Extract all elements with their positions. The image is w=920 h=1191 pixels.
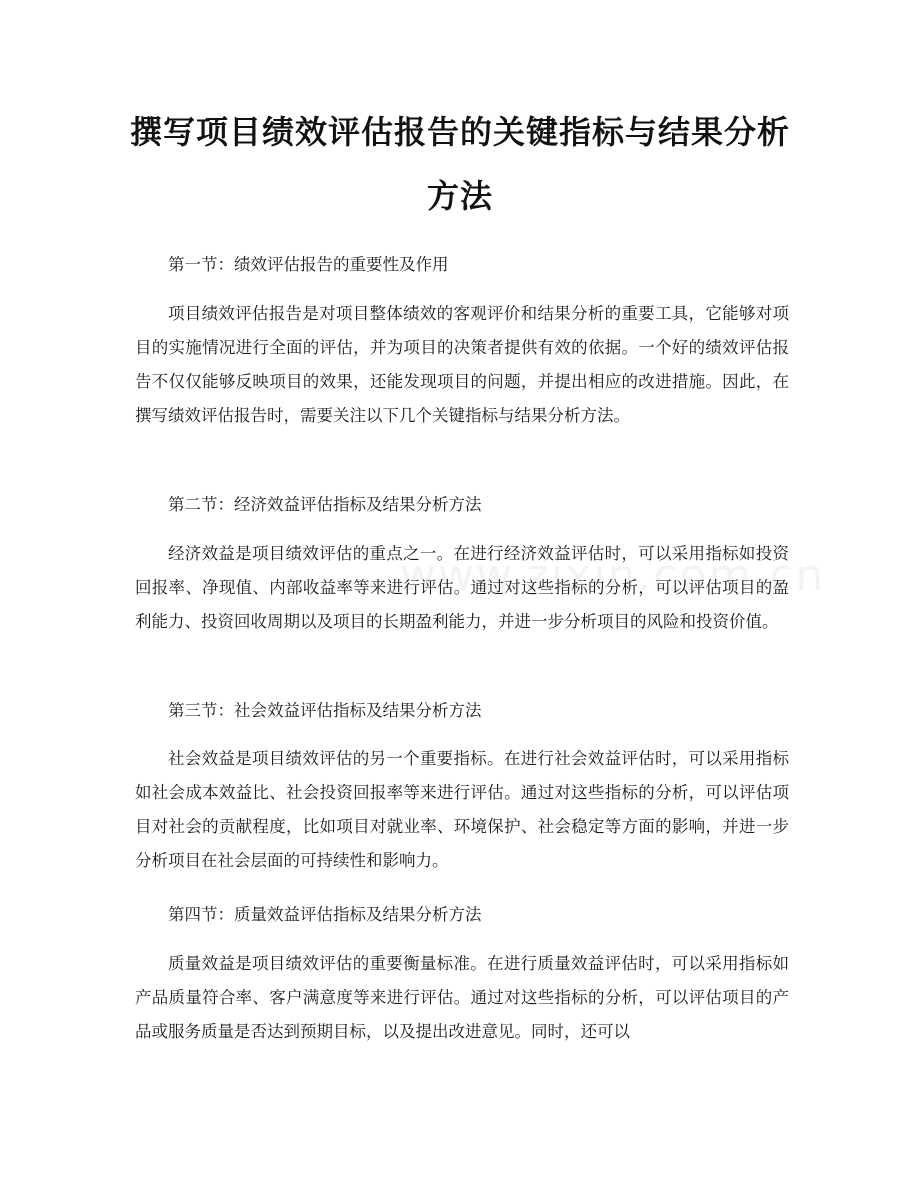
document-title: 撰写项目绩效评估报告的关键指标与结果分析方法 [129,113,790,215]
section-4-heading: 第四节：质量效益评估指标及结果分析方法 [168,905,482,924]
section-4-paragraph: 质量效益是项目绩效评估的重要衡量标准。在进行质量效益评估时，可以采用指标如产品质量符合率、客户满意度等来进行评估。通过对这些指标的分析，可以评估项目的产品或服务质量是否达到预期目标，以及提出改进意见。同时，还可以 [135,954,789,1041]
section-1-heading: 第一节：绩效评估报告的重要性及作用 [168,255,449,274]
section-3-paragraph: 社会效益是项目绩效评估的另一个重要指标。在进行社会效益评估时，可以采用指标如社会成本效益比、社会投资回报率等来进行评估。通过对这些指标的分析，可以评估项目对社会的贡献程度，比如项目对就业率、环境保护、社会稳定等方面的影响，并进一步分析项目在社会层面的可持续性和影响力。 [135,749,789,870]
section-1-paragraph: 项目绩效评估报告是对项目整体绩效的客观评价和结果分析的重要工具，它能够对项目的实施情况进行全面的评估，并为项目的决策者提供有效的依据。一个好的绩效评估报告不仅仅能够反映项目的效果，还能发现项目的问题，并提出相应的改进措施。因此，在撰写绩效评估报告时，需要关注以下几个关键指标与结果分析方法。 [135,304,789,425]
section-2-heading: 第二节：经济效益评估指标及结果分析方法 [168,495,482,514]
section-3-heading: 第三节：社会效益评估指标及结果分析方法 [168,701,482,720]
section-2-paragraph: 经济效益是项目绩效评估的重点之一。在进行经济效益评估时，可以采用指标如投资回报率、净现值、内部收益率等来进行评估。通过对这些指标的分析，可以评估项目的盈利能力、投资回收周期以及项目的长期盈利能力，并进一步分析项目的风险和投资价值。 [135,544,789,631]
